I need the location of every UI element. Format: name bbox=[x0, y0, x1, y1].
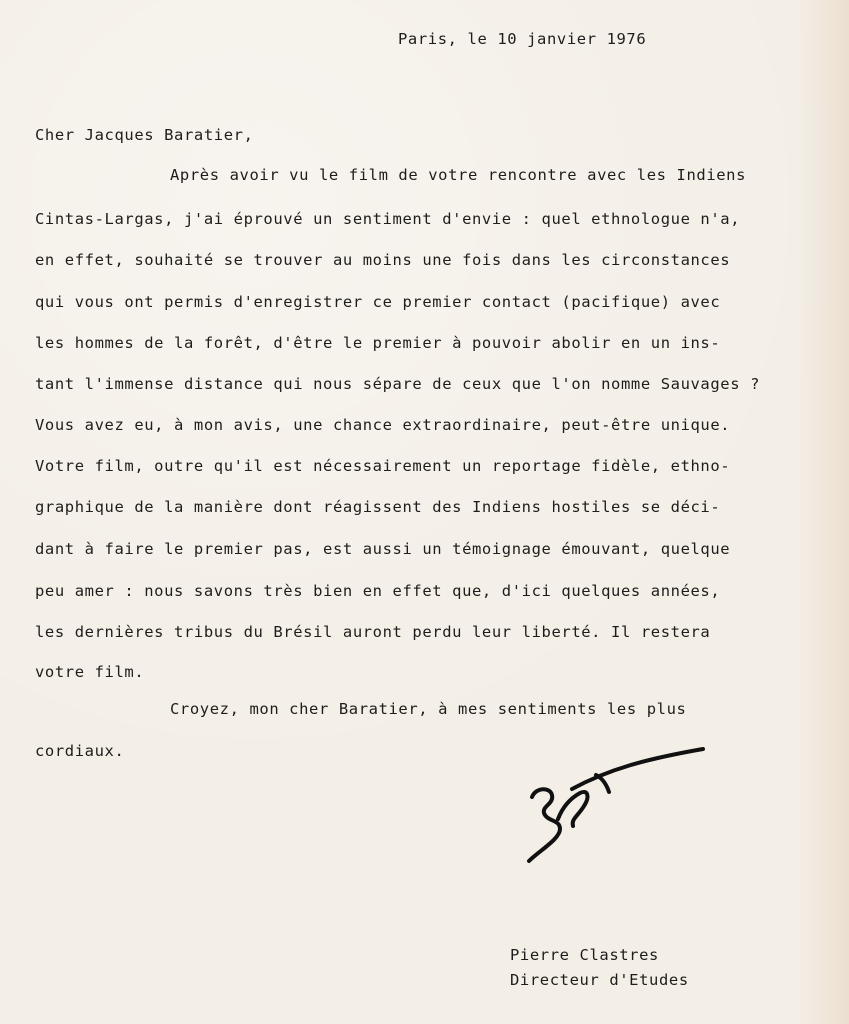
body-line: peu amer : nous savons très bien en effet que, d'ici quelques années, bbox=[35, 582, 721, 600]
salutation: Cher Jacques Baratier, bbox=[35, 126, 254, 144]
closing-line: Croyez, mon cher Baratier, à mes sentiments les plus bbox=[170, 700, 687, 718]
closing-line: cordiaux. bbox=[35, 742, 125, 760]
body-line: tant l'immense distance qui nous sépare de ceux que l'on nomme Sauvages ? bbox=[35, 375, 761, 393]
body-line: Cintas-Largas, j'ai éprouvé un sentiment d'envie : quel ethnologue n'a, bbox=[35, 210, 741, 228]
body-line: qui vous ont permis d'enregistrer ce premier contact (pacifique) avec bbox=[35, 293, 721, 311]
letter-date: Paris, le 10 janvier 1976 bbox=[398, 30, 647, 48]
body-line: en effet, souhaité se trouver au moins une fois dans les circonstances bbox=[35, 251, 731, 269]
body-line: Votre film, outre qu'il est nécessairement un reportage fidèle, ethno- bbox=[35, 457, 731, 475]
body-line: graphique de la manière dont réagissent des Indiens hostiles se déci- bbox=[35, 498, 721, 516]
body-line: votre film. bbox=[35, 663, 145, 681]
body-line: les dernières tribus du Brésil auront perdu leur liberté. Il restera bbox=[35, 623, 711, 641]
body-line: les hommes de la forêt, d'être le premier à pouvoir abolir en un ins- bbox=[35, 334, 721, 352]
handwritten-signature bbox=[514, 735, 714, 875]
body-line: Après avoir vu le film de votre rencontre avec les Indiens bbox=[170, 166, 747, 184]
body-line: dant à faire le premier pas, est aussi un témoignage émouvant, quelque bbox=[35, 540, 731, 558]
signature-name: Pierre Clastres bbox=[510, 946, 659, 964]
signature-title: Directeur d'Etudes bbox=[510, 971, 689, 989]
body-line: Vous avez eu, à mon avis, une chance extraordinaire, peut-être unique. bbox=[35, 416, 731, 434]
